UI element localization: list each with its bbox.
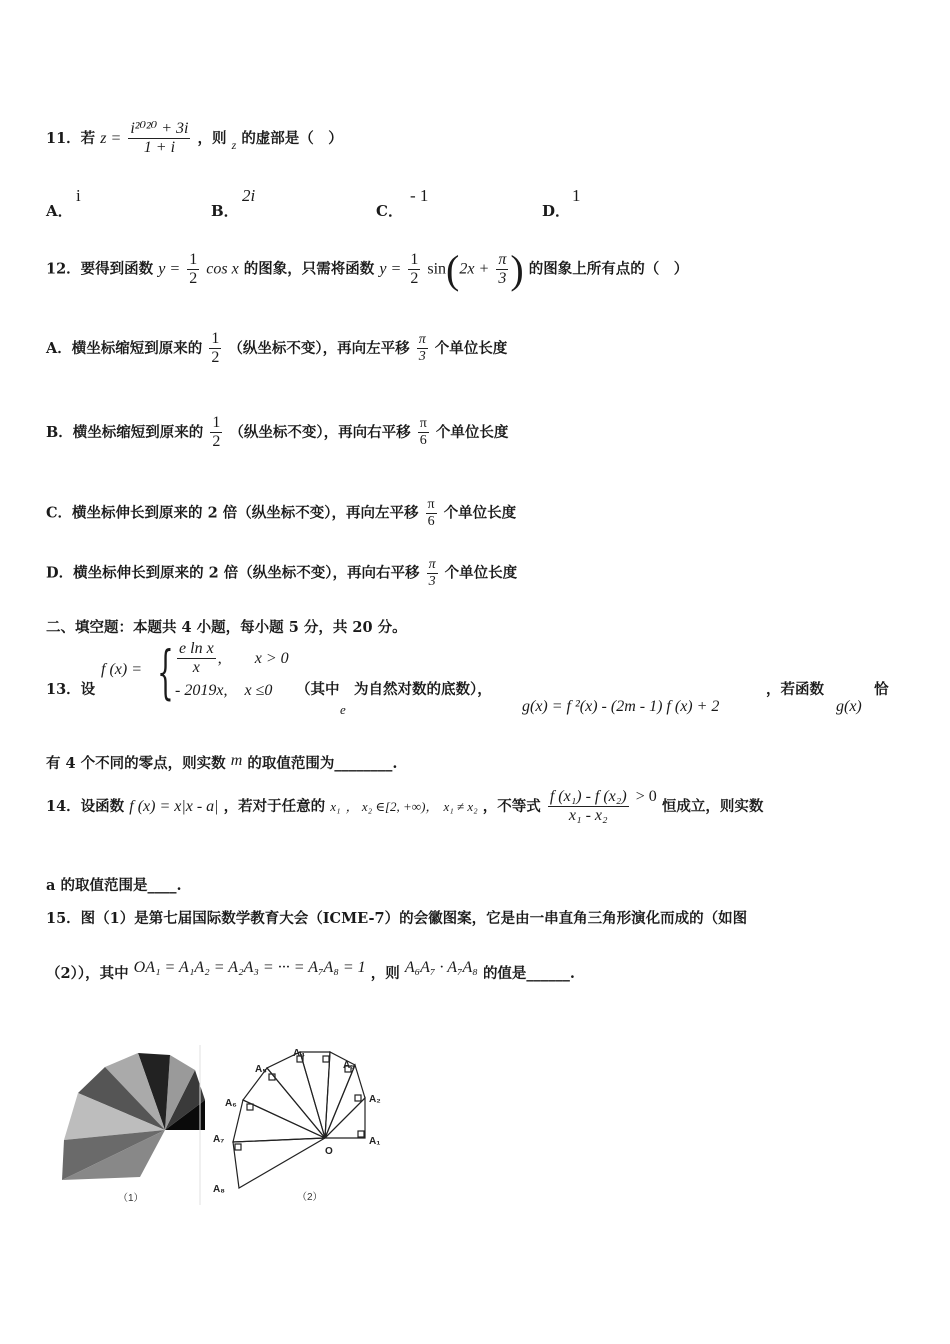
q15-line2: [46, 959, 575, 983]
q14-fx: f (x) = x|x - a|: [129, 797, 219, 815]
figure-1-caption: （1）: [118, 1193, 144, 1204]
q11-tail: 的虚部是（ ）: [241, 129, 343, 147]
q11-option-c-label: C．: [376, 202, 403, 220]
q13-gx2: g(x): [836, 698, 862, 715]
q12-mid: 的图象，只需将函数: [243, 260, 375, 278]
q12-b-pi-fraction: [418, 416, 429, 449]
q13-case1-num: e ln x: [177, 640, 216, 659]
q15-line2-a: （2）），其中: [46, 965, 129, 982]
q12-f2-pi-fraction: [496, 251, 508, 289]
label-a3: A₃: [343, 1060, 355, 1071]
q15-line1: 15．图（1）是第七届国际数学教育大会（ICME-7）的会徽图案，它是由一串直角三角形演化而成的（如图: [46, 910, 748, 927]
q12-c-pi-fraction: [426, 497, 437, 530]
q11-option-a-label: A．: [46, 202, 73, 220]
spiral-triangle-8: [233, 1138, 325, 1188]
q13-case1-den: x: [192, 659, 200, 677]
q15-line2-b: ，则: [370, 965, 400, 982]
q14-x1: x₁: [330, 798, 341, 814]
q12-option-d: [46, 557, 517, 590]
q12-option-b: [46, 414, 508, 452]
figure-1-emblem: [60, 1045, 210, 1205]
q11-stem: [46, 120, 343, 158]
q11-option-c-value: - 1: [410, 186, 429, 205]
label-a7: A₇: [213, 1134, 225, 1145]
q13-stem: [46, 638, 96, 698]
q12-d-label: D．横坐标伸长到原来的 2 倍（纵坐标不变），再向右平移: [46, 564, 420, 582]
q12-stem: 12．要得到函数 y = $\frac{1}{2}$ cos x 的图象，只需将函数 y = $\frac{1}{2}$ sin(2x + $\frac{\pi}{3}$ ) 的图象上所有点的（ ）: [46, 247, 689, 292]
q14-tail: 恒成立，则实数: [661, 797, 764, 815]
q11-mid: ，则: [197, 129, 227, 147]
q12-f2-den: 2: [410, 270, 419, 287]
label-a2: A₂: [369, 1094, 381, 1105]
q11-number: 11．若: [46, 129, 96, 147]
q12-f2: y =: [379, 260, 402, 278]
q15-equation: OA₁ = A₁A₂ = A₂A₃ = ··· = A₇A₈ = 1: [133, 959, 366, 976]
q12-f1-num: 1: [187, 251, 199, 270]
q12-option-c: [46, 497, 516, 530]
q14-stem: [46, 788, 763, 826]
q12-b-label: B．横坐标缩短到原来的: [46, 423, 204, 441]
q13-case2: - 2019x,: [175, 681, 228, 699]
q12-a-fraction: [209, 330, 221, 368]
q12-a-pn: π: [417, 332, 428, 349]
q11-denominator: 1 + i: [143, 139, 176, 157]
q12-b-tail: 个单位长度: [435, 423, 509, 441]
q14-x2: ， x₂ ∈[2, +∞)，: [345, 798, 439, 814]
q12-c-tail: 个单位长度: [443, 504, 517, 522]
q13-gx: g(x) = f ²(x) - (2m - 1) f (x) + 2: [522, 698, 720, 715]
q11-numerator: i²⁰²⁰ + 3i: [128, 120, 190, 139]
q12-d-pi-fraction: [427, 557, 438, 590]
q12-f2-num: 1: [408, 251, 420, 270]
q13-e: e: [340, 702, 346, 717]
q12-b-pn: π: [418, 416, 429, 433]
q12-a-fn: 1: [209, 330, 221, 349]
label-a6: A₆: [225, 1098, 237, 1109]
q13-number: 13．设: [46, 681, 96, 698]
q12-a-mid: （纵坐标不变），再向左平移: [228, 339, 410, 357]
q13-case1-fraction: [177, 640, 216, 678]
q12-b-pd: 6: [419, 433, 427, 449]
q11-option-d-value: 1: [572, 186, 581, 205]
q12-b-mid: （纵坐标不变），再向右平移: [229, 423, 411, 441]
q13-note: （其中 为自然对数的底数），: [296, 681, 492, 698]
q15-dot-product: A₆A₇ · A₇A₈: [404, 959, 478, 976]
q12-a-fd: 2: [211, 349, 220, 367]
q12-f1-den: 2: [189, 270, 198, 287]
q12-number: 12．要得到函数: [46, 260, 154, 278]
q11-option-d-label: D．: [542, 202, 571, 220]
q12-d-tail: 个单位长度: [444, 564, 518, 582]
q11-option-a-value: i: [76, 186, 81, 205]
q12-a-tail: 个单位长度: [434, 339, 508, 357]
q13-line2-tail: 的取值范围为________.: [247, 755, 398, 772]
q13-fx: f (x) =: [101, 660, 142, 678]
q12-c-pd: 6: [427, 514, 435, 530]
q14-mid: ，若对于任意的: [223, 797, 326, 815]
label-a5: A₅: [255, 1064, 267, 1075]
q11-option-b-label: B．: [211, 202, 239, 220]
q14-neq: x₁ ≠ x₂: [443, 798, 478, 814]
q13-cases: $\frac{\text{e ln x}}{x}$ , x > 0 - 2019x, x ≤0: [175, 640, 289, 699]
q12-f1: y =: [158, 260, 181, 278]
q14-frac-num: f (x₁) - f (x₂): [548, 788, 629, 807]
q12-f1-tail: cos x: [206, 260, 239, 278]
q12-f2-arg: 2x +: [459, 260, 490, 278]
q12-c-pn: π: [426, 497, 437, 514]
q12-option-a: [46, 330, 507, 368]
q12-d-pd: 3: [428, 574, 436, 590]
q15-line2-c: 的值是______.: [482, 965, 575, 982]
q13-case2-cond: x ≤0: [244, 681, 273, 699]
q12-f1-fraction: [187, 251, 199, 289]
q13-mid: ，若函数: [766, 681, 824, 698]
q11-z2: z: [231, 137, 237, 152]
q13-brace: {: [157, 637, 174, 706]
q14-frac-den: x₁ - x₂: [568, 807, 608, 825]
q12-c-label: C．横坐标伸长到原来的 2 倍（纵坐标不变），再向左平移: [46, 504, 419, 522]
q11-fraction: [128, 120, 190, 158]
q12-b-fn: 1: [210, 414, 222, 433]
q12-f2-fraction: [408, 251, 420, 289]
q12-a-pd: 3: [418, 349, 426, 365]
q12-a-pi-fraction: [417, 332, 428, 365]
q14-gt: > 0: [635, 787, 657, 805]
q12-f2-pi: π: [496, 251, 508, 270]
q12-tail: 的图象上所有点的（ ）: [528, 260, 689, 278]
section-2-heading: 二、填空题：本题共 4 小题，每小题 5 分，共 20 分。: [46, 619, 407, 636]
label-a8: A₈: [213, 1184, 225, 1195]
q14-ineq: ，不等式: [482, 797, 541, 815]
label-o: O: [325, 1146, 333, 1157]
q12-f2-sin: sin: [427, 260, 447, 278]
q13-case1-cond: x > 0: [254, 649, 289, 667]
q13-line2-text: 有 4 个不同的零点，则实数: [46, 755, 226, 772]
q11-z: z =: [100, 129, 122, 147]
q14-fraction: [548, 788, 629, 826]
label-a1: A₁: [369, 1136, 381, 1147]
q12-d-pn: π: [427, 557, 438, 574]
spiral-triangle-6: [243, 1068, 325, 1138]
figure-2-spiral: [205, 1040, 405, 1210]
q14-line2: a 的取值范围是____.: [46, 877, 182, 894]
q13-qia: 恰: [874, 681, 889, 698]
q13-piecewise: [101, 637, 289, 706]
q12-a-label: A．横坐标缩短到原来的: [46, 339, 203, 357]
q12-b-fraction: [210, 414, 222, 452]
q11-option-b-value: 2i: [242, 186, 256, 205]
q14-number: 14．设函数: [46, 797, 125, 815]
q12-b-fd: 2: [212, 433, 221, 451]
figure-2-caption: （2）: [297, 1192, 323, 1203]
label-a4: A₄: [293, 1048, 305, 1059]
q12-f2-3: 3: [498, 270, 507, 287]
q13-m: m: [230, 752, 243, 769]
q13-line2: [46, 752, 397, 773]
